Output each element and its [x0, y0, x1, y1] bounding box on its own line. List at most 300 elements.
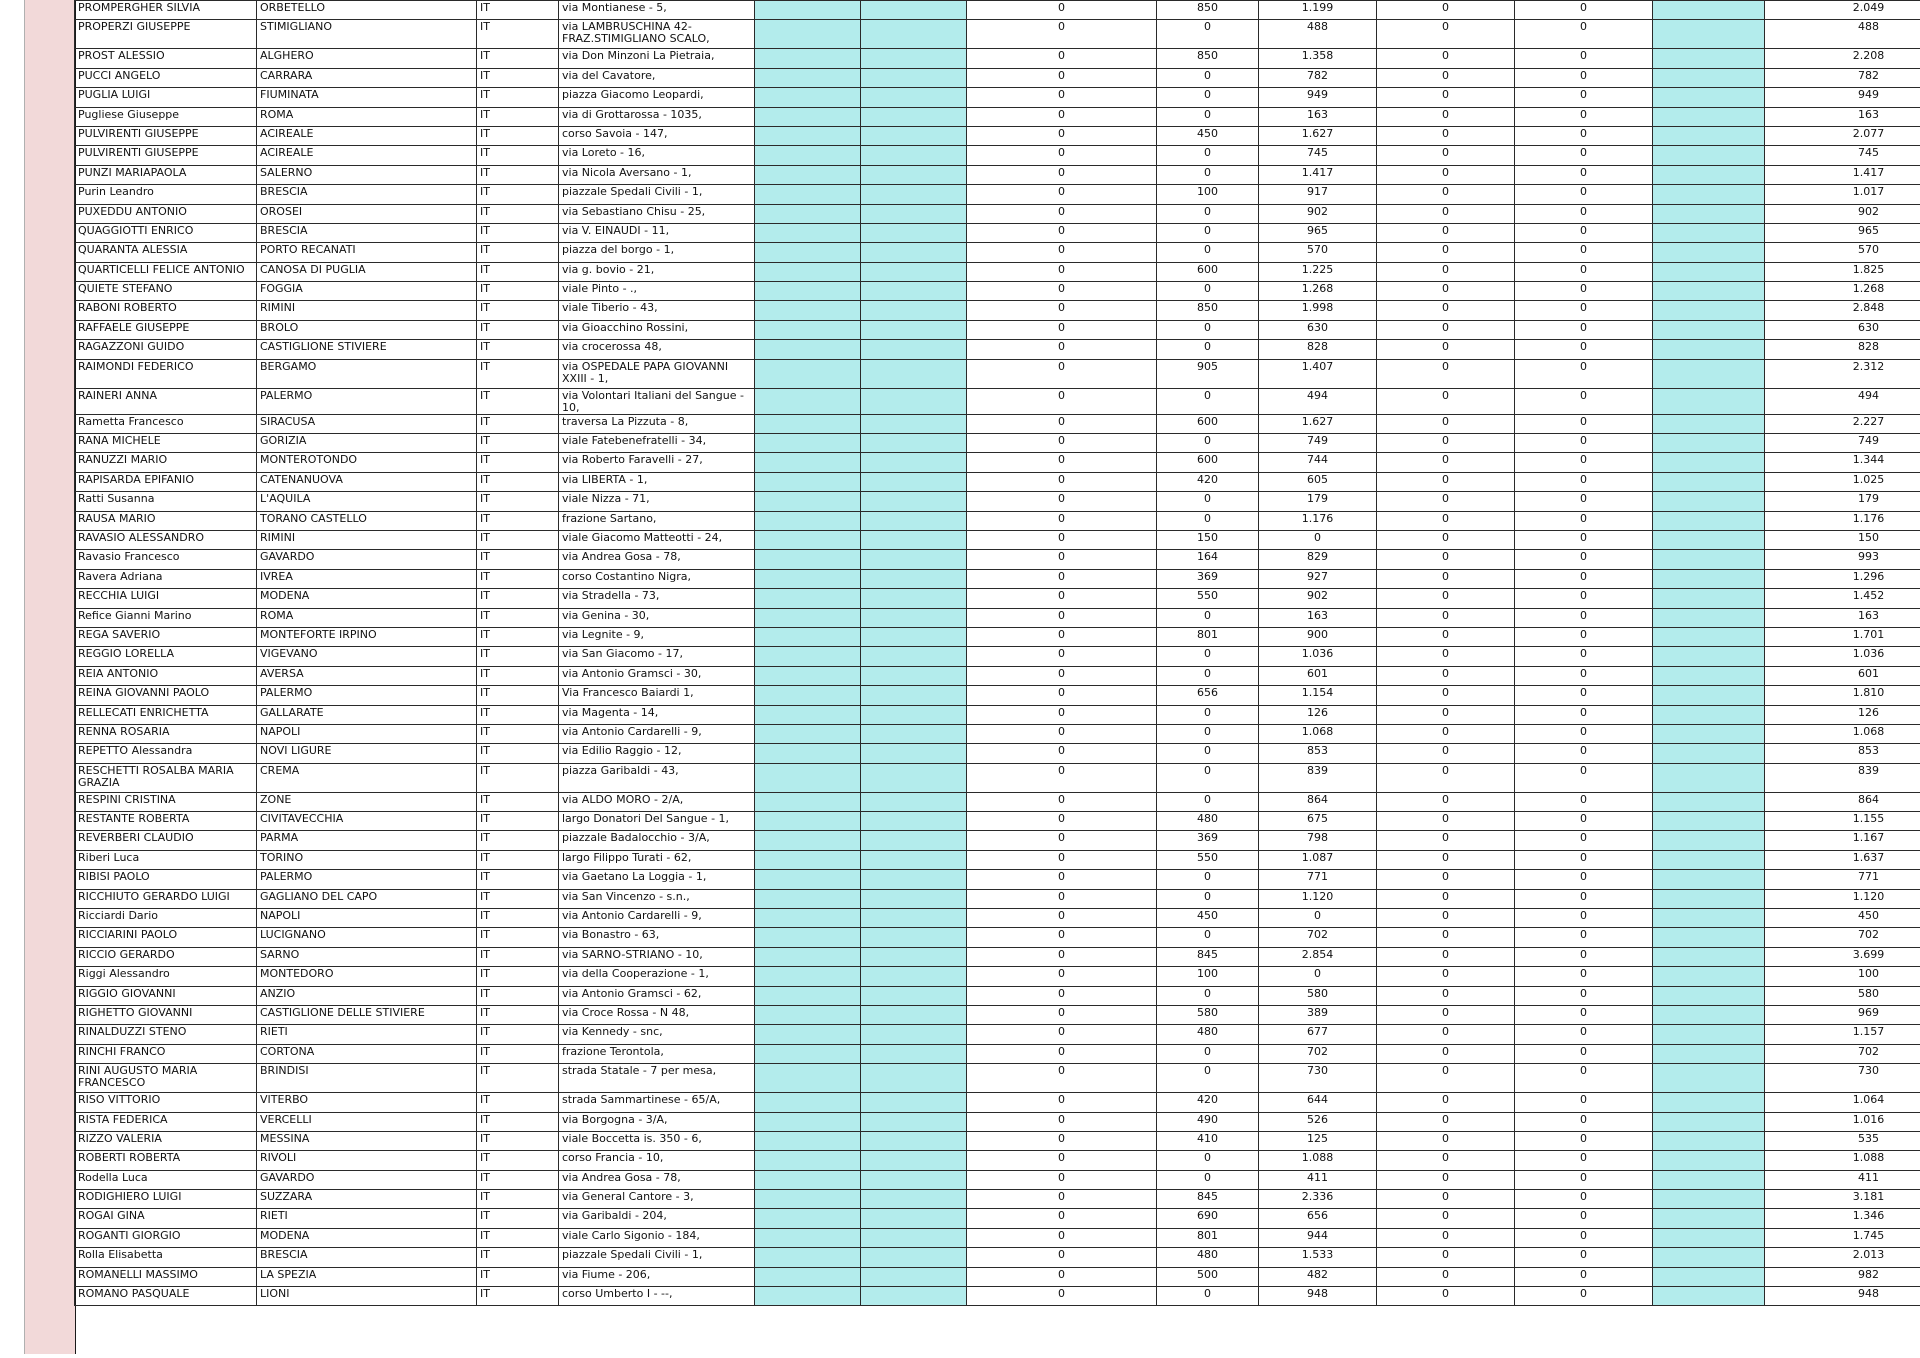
highlight-cell	[1653, 243, 1765, 262]
table-row	[75, 928, 1920, 947]
city-cell: PORTO RECANATI	[257, 243, 477, 262]
value-cell: 0	[1157, 388, 1259, 414]
city-cell: VIGEVANO	[257, 647, 477, 666]
value-cell: 0	[1515, 414, 1653, 433]
value-cell: 801	[1157, 1228, 1259, 1247]
value-cell: 0	[1377, 282, 1515, 301]
value-cell: 0	[1157, 68, 1259, 87]
value-cell: 0	[967, 569, 1157, 588]
value-cell: 0	[967, 1131, 1157, 1150]
country-cell: IT	[477, 301, 559, 320]
value-cell: 853	[1259, 744, 1377, 763]
highlight-cell	[755, 763, 861, 792]
highlight-cell	[755, 909, 861, 928]
highlight-cell	[1653, 1112, 1765, 1131]
table-row	[75, 434, 1920, 453]
value-cell: 0	[1377, 792, 1515, 811]
value-cell: 0	[1377, 20, 1515, 49]
highlight-cell	[861, 1151, 967, 1170]
highlight-cell	[755, 1151, 861, 1170]
value-cell: 0	[967, 1025, 1157, 1044]
value-cell: 0	[967, 870, 1157, 889]
value-cell: 0	[967, 49, 1157, 68]
value-cell: 864	[1259, 792, 1377, 811]
value-cell: 0	[1377, 1044, 1515, 1063]
country-cell: IT	[477, 146, 559, 165]
highlight-cell	[861, 627, 967, 646]
city-cell: BRESCIA	[257, 185, 477, 204]
table-row	[75, 1209, 1920, 1228]
highlight-cell	[861, 1267, 967, 1286]
value-cell: 829	[1259, 550, 1377, 569]
name-cell: RINCHI FRANCO	[75, 1044, 257, 1063]
value-cell: 0	[1515, 472, 1653, 491]
value-cell: 0	[1377, 243, 1515, 262]
address-cell: via Antonio Gramsci - 30,	[559, 666, 755, 685]
address-cell: piazzale Badalocchio - 3/A,	[559, 831, 755, 850]
highlight-cell	[1653, 831, 1765, 850]
highlight-cell	[755, 126, 861, 145]
name-cell: RISO VITTORIO	[75, 1093, 257, 1112]
city-cell: NOVI LIGURE	[257, 744, 477, 763]
value-cell: 0	[967, 850, 1157, 869]
value-cell: 0	[967, 88, 1157, 107]
value-cell: 494	[1259, 388, 1377, 414]
table-row	[75, 666, 1920, 685]
value-cell: 0	[1515, 1190, 1653, 1209]
name-cell: RAUSA MARIO	[75, 511, 257, 530]
total-cell: 1.167	[1765, 831, 1920, 850]
value-cell: 0	[1377, 967, 1515, 986]
address-cell: via V. EINAUDI - 11,	[559, 223, 755, 242]
table-row	[75, 550, 1920, 569]
highlight-cell	[1653, 889, 1765, 908]
highlight-cell	[1653, 126, 1765, 145]
value-cell: 0	[1515, 812, 1653, 831]
address-cell: via Croce Rossa - N 48,	[559, 1005, 755, 1024]
value-cell: 0	[1377, 812, 1515, 831]
table-row	[75, 511, 1920, 530]
total-cell: 982	[1765, 1267, 1920, 1286]
highlight-cell	[755, 986, 861, 1005]
value-cell: 0	[1515, 262, 1653, 281]
value-cell: 0	[1515, 88, 1653, 107]
country-cell: IT	[477, 1248, 559, 1267]
table-row	[75, 223, 1920, 242]
address-cell: via Roberto Faravelli - 27,	[559, 453, 755, 472]
total-cell: 535	[1765, 1131, 1920, 1150]
value-cell: 163	[1259, 107, 1377, 126]
country-cell: IT	[477, 88, 559, 107]
city-cell: GALLARATE	[257, 705, 477, 724]
country-cell: IT	[477, 282, 559, 301]
city-cell: L'AQUILA	[257, 492, 477, 511]
total-cell: 126	[1765, 705, 1920, 724]
value-cell: 948	[1259, 1287, 1377, 1306]
city-cell: VERCELLI	[257, 1112, 477, 1131]
table-row	[75, 243, 1920, 262]
highlight-cell	[755, 724, 861, 743]
highlight-cell	[755, 68, 861, 87]
address-cell: via Legnite - 9,	[559, 627, 755, 646]
highlight-cell	[755, 414, 861, 433]
value-cell: 0	[1515, 1287, 1653, 1306]
country-cell: IT	[477, 928, 559, 947]
value-cell: 0	[1157, 146, 1259, 165]
value-cell: 0	[967, 453, 1157, 472]
value-cell: 0	[1377, 453, 1515, 472]
city-cell: BERGAMO	[257, 359, 477, 388]
address-cell: via Bonastro - 63,	[559, 928, 755, 947]
value-cell: 0	[1515, 49, 1653, 68]
value-cell: 490	[1157, 1112, 1259, 1131]
total-cell: 1.810	[1765, 686, 1920, 705]
highlight-cell	[1653, 666, 1765, 685]
value-cell: 0	[967, 1287, 1157, 1306]
highlight-cell	[1653, 1131, 1765, 1150]
city-cell: SIRACUSA	[257, 414, 477, 433]
value-cell: 0	[1157, 666, 1259, 685]
value-cell: 0	[1515, 850, 1653, 869]
table-row	[75, 204, 1920, 223]
highlight-cell	[755, 20, 861, 49]
value-cell: 0	[1515, 870, 1653, 889]
value-cell: 0	[1259, 909, 1377, 928]
table-row	[75, 1, 1920, 20]
value-cell: 0	[967, 511, 1157, 530]
value-cell: 420	[1157, 472, 1259, 491]
country-cell: IT	[477, 453, 559, 472]
highlight-cell	[755, 1025, 861, 1044]
value-cell: 0	[1515, 107, 1653, 126]
name-cell: Refice Gianni Marino	[75, 608, 257, 627]
country-cell: IT	[477, 243, 559, 262]
city-cell: ANZIO	[257, 986, 477, 1005]
highlight-cell	[1653, 301, 1765, 320]
value-cell: 902	[1259, 204, 1377, 223]
value-cell: 0	[967, 724, 1157, 743]
value-cell: 0	[1157, 1287, 1259, 1306]
value-cell: 601	[1259, 666, 1377, 685]
value-cell: 730	[1259, 1064, 1377, 1093]
value-cell: 0	[967, 1190, 1157, 1209]
highlight-cell	[755, 165, 861, 184]
country-cell: IT	[477, 262, 559, 281]
country-cell: IT	[477, 1, 559, 20]
highlight-cell	[755, 453, 861, 472]
table-row	[75, 1044, 1920, 1063]
country-cell: IT	[477, 388, 559, 414]
highlight-cell	[1653, 49, 1765, 68]
table-row	[75, 185, 1920, 204]
address-cell: piazza del borgo - 1,	[559, 243, 755, 262]
highlight-cell	[861, 388, 967, 414]
name-cell: ROBERTI ROBERTA	[75, 1151, 257, 1170]
value-cell: 0	[1515, 627, 1653, 646]
city-cell: PARMA	[257, 831, 477, 850]
name-cell: REINA GIOVANNI PAOLO	[75, 686, 257, 705]
total-cell: 864	[1765, 792, 1920, 811]
highlight-cell	[861, 472, 967, 491]
highlight-cell	[755, 49, 861, 68]
highlight-cell	[755, 204, 861, 223]
highlight-cell	[861, 889, 967, 908]
total-cell: 1.068	[1765, 724, 1920, 743]
country-cell: IT	[477, 947, 559, 966]
city-cell: MESSINA	[257, 1131, 477, 1150]
value-cell: 0	[1377, 301, 1515, 320]
country-cell: IT	[477, 627, 559, 646]
value-cell: 0	[1515, 185, 1653, 204]
highlight-cell	[755, 928, 861, 947]
highlight-cell	[755, 608, 861, 627]
highlight-cell	[1653, 589, 1765, 608]
country-cell: IT	[477, 472, 559, 491]
highlight-cell	[1653, 223, 1765, 242]
value-cell: 480	[1157, 1248, 1259, 1267]
total-cell: 2.077	[1765, 126, 1920, 145]
highlight-cell	[755, 301, 861, 320]
name-cell: RICCIARINI PAOLO	[75, 928, 257, 947]
address-cell: via Montianese - 5,	[559, 1, 755, 20]
highlight-cell	[1653, 68, 1765, 87]
value-cell: 500	[1157, 1267, 1259, 1286]
value-cell: 0	[967, 928, 1157, 947]
country-cell: IT	[477, 831, 559, 850]
highlight-cell	[755, 243, 861, 262]
value-cell: 702	[1259, 1044, 1377, 1063]
name-cell: REVERBERI CLAUDIO	[75, 831, 257, 850]
address-cell: corso Costantino Nigra,	[559, 569, 755, 588]
value-cell: 0	[967, 831, 1157, 850]
value-cell: 850	[1157, 49, 1259, 68]
country-cell: IT	[477, 434, 559, 453]
highlight-cell	[861, 608, 967, 627]
table-row	[75, 627, 1920, 646]
highlight-cell	[861, 1131, 967, 1150]
value-cell: 0	[1515, 889, 1653, 908]
address-cell: piazza Giacomo Leopardi,	[559, 88, 755, 107]
value-cell: 0	[1377, 320, 1515, 339]
highlight-cell	[861, 589, 967, 608]
value-cell: 0	[1377, 1064, 1515, 1093]
highlight-cell	[755, 1005, 861, 1024]
address-cell: piazza Garibaldi - 43,	[559, 763, 755, 792]
value-cell: 0	[1157, 20, 1259, 49]
value-cell: 0	[1377, 1248, 1515, 1267]
value-cell: 0	[1157, 705, 1259, 724]
name-cell: PUNZI MARIAPAOLA	[75, 165, 257, 184]
name-cell: RAIMONDI FEDERICO	[75, 359, 257, 388]
data-table	[74, 0, 1920, 1306]
value-cell: 0	[1515, 763, 1653, 792]
value-cell: 1.998	[1259, 301, 1377, 320]
name-cell: QUAGGIOTTI ENRICO	[75, 223, 257, 242]
highlight-cell	[861, 414, 967, 433]
value-cell: 163	[1259, 608, 1377, 627]
value-cell: 644	[1259, 1093, 1377, 1112]
total-cell: 828	[1765, 340, 1920, 359]
address-cell: via General Cantore - 3,	[559, 1190, 755, 1209]
value-cell: 0	[967, 472, 1157, 491]
highlight-cell	[1653, 812, 1765, 831]
value-cell: 0	[1377, 511, 1515, 530]
address-cell: via Sebastiano Chisu - 25,	[559, 204, 755, 223]
city-cell: CARRARA	[257, 68, 477, 87]
total-cell: 630	[1765, 320, 1920, 339]
address-cell: via della Cooperazione - 1,	[559, 967, 755, 986]
value-cell: 2.336	[1259, 1190, 1377, 1209]
value-cell: 0	[1515, 453, 1653, 472]
value-cell: 0	[1515, 204, 1653, 223]
highlight-cell	[755, 511, 861, 530]
highlight-cell	[861, 492, 967, 511]
value-cell: 0	[1515, 1, 1653, 20]
highlight-cell	[755, 647, 861, 666]
value-cell: 0	[1157, 1064, 1259, 1093]
value-cell: 0	[967, 359, 1157, 388]
value-cell: 0	[967, 909, 1157, 928]
city-cell: ACIREALE	[257, 126, 477, 145]
value-cell: 0	[1377, 185, 1515, 204]
highlight-cell	[755, 1209, 861, 1228]
total-cell: 488	[1765, 20, 1920, 49]
city-cell: MODENA	[257, 589, 477, 608]
highlight-cell	[861, 1287, 967, 1306]
highlight-cell	[755, 1170, 861, 1189]
value-cell: 0	[967, 1267, 1157, 1286]
name-cell: Riggi Alessandro	[75, 967, 257, 986]
highlight-cell	[861, 282, 967, 301]
value-cell: 100	[1157, 967, 1259, 986]
total-cell: 702	[1765, 928, 1920, 947]
value-cell: 1.176	[1259, 511, 1377, 530]
total-cell: 1.176	[1765, 511, 1920, 530]
value-cell: 0	[1515, 165, 1653, 184]
country-cell: IT	[477, 1287, 559, 1306]
name-cell: ROGAI GINA	[75, 1209, 257, 1228]
table-row	[75, 569, 1920, 588]
value-cell: 0	[1377, 88, 1515, 107]
value-cell: 369	[1157, 831, 1259, 850]
value-cell: 0	[1515, 666, 1653, 685]
highlight-cell	[1653, 1170, 1765, 1189]
value-cell: 125	[1259, 1131, 1377, 1150]
table-row	[75, 724, 1920, 743]
name-cell: Riberi Luca	[75, 850, 257, 869]
highlight-cell	[861, 185, 967, 204]
table-row	[75, 492, 1920, 511]
highlight-cell	[861, 359, 967, 388]
address-cell: via Nicola Aversano - 1,	[559, 165, 755, 184]
highlight-cell	[861, 107, 967, 126]
total-cell: 1.825	[1765, 262, 1920, 281]
city-cell: LA SPEZIA	[257, 1267, 477, 1286]
highlight-cell	[1653, 909, 1765, 928]
value-cell: 0	[1157, 511, 1259, 530]
address-cell: largo Filippo Turati - 62,	[559, 850, 755, 869]
name-cell: RECCHIA LUIGI	[75, 589, 257, 608]
total-cell: 902	[1765, 204, 1920, 223]
value-cell: 0	[967, 812, 1157, 831]
value-cell: 0	[1377, 608, 1515, 627]
name-cell: PULVIRENTI GIUSEPPE	[75, 126, 257, 145]
value-cell: 0	[1515, 1025, 1653, 1044]
highlight-cell	[861, 88, 967, 107]
value-cell: 0	[1377, 1025, 1515, 1044]
value-cell: 0	[1377, 909, 1515, 928]
country-cell: IT	[477, 1064, 559, 1093]
value-cell: 0	[967, 146, 1157, 165]
name-cell: RAGAZZONI GUIDO	[75, 340, 257, 359]
value-cell: 600	[1157, 414, 1259, 433]
value-cell: 0	[967, 165, 1157, 184]
value-cell: 0	[967, 1112, 1157, 1131]
highlight-cell	[1653, 1248, 1765, 1267]
country-cell: IT	[477, 986, 559, 1005]
highlight-cell	[1653, 204, 1765, 223]
value-cell: 0	[1157, 88, 1259, 107]
value-cell: 0	[1515, 1228, 1653, 1247]
table-row	[75, 1170, 1920, 1189]
name-cell: Rolla Elisabetta	[75, 1248, 257, 1267]
table-row	[75, 889, 1920, 908]
highlight-cell	[861, 967, 967, 986]
highlight-cell	[861, 49, 967, 68]
value-cell: 0	[1377, 340, 1515, 359]
value-cell: 0	[1377, 763, 1515, 792]
city-cell: RIMINI	[257, 530, 477, 549]
value-cell: 450	[1157, 909, 1259, 928]
country-cell: IT	[477, 889, 559, 908]
total-cell: 839	[1765, 763, 1920, 792]
address-cell: via Fiume - 206,	[559, 1267, 755, 1286]
value-cell: 0	[1515, 1005, 1653, 1024]
total-cell: 730	[1765, 1064, 1920, 1093]
value-cell: 0	[1377, 107, 1515, 126]
highlight-cell	[861, 1, 967, 20]
value-cell: 0	[1377, 831, 1515, 850]
value-cell: 0	[1377, 1190, 1515, 1209]
table-row	[75, 1005, 1920, 1024]
value-cell: 845	[1157, 947, 1259, 966]
highlight-cell	[861, 1170, 967, 1189]
total-cell: 2.227	[1765, 414, 1920, 433]
value-cell: 0	[967, 1, 1157, 20]
highlight-cell	[861, 262, 967, 281]
country-cell: IT	[477, 1267, 559, 1286]
value-cell: 1.627	[1259, 126, 1377, 145]
highlight-cell	[1653, 1151, 1765, 1170]
country-cell: IT	[477, 68, 559, 87]
total-cell: 1.064	[1765, 1093, 1920, 1112]
city-cell: MONTEFORTE IRPINO	[257, 627, 477, 646]
city-cell: CORTONA	[257, 1044, 477, 1063]
highlight-cell	[861, 550, 967, 569]
highlight-cell	[755, 320, 861, 339]
address-cell: corso Umberto I - --,	[559, 1287, 755, 1306]
table-row	[75, 1025, 1920, 1044]
table-row	[75, 686, 1920, 705]
highlight-cell	[755, 1228, 861, 1247]
value-cell: 0	[1377, 262, 1515, 281]
value-cell: 1.268	[1259, 282, 1377, 301]
address-cell: via OSPEDALE PAPA GIOVANNI XXIII - 1,	[559, 359, 755, 388]
value-cell: 749	[1259, 434, 1377, 453]
value-cell: 0	[1157, 223, 1259, 242]
value-cell: 702	[1259, 928, 1377, 947]
value-cell: 0	[967, 340, 1157, 359]
